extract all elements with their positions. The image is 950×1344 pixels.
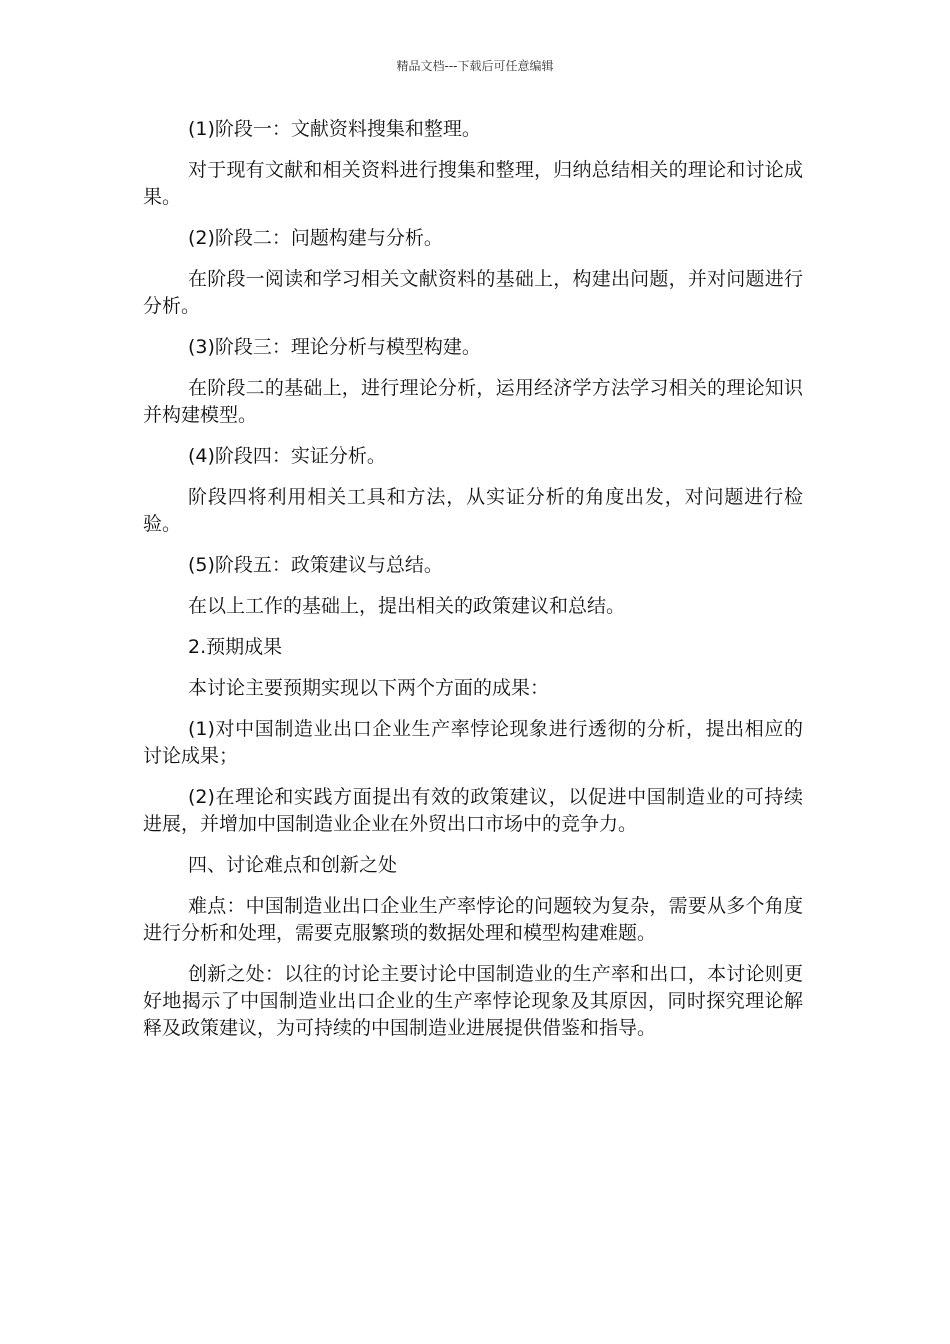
stage-3-heading: (3)阶段三：理论分析与模型构建。 <box>188 336 481 358</box>
expected-result-2: (2)在理论和实践方面提出有效的政策建议，以促进中国制造业的可持续进展，并增加中国制造业企业在外贸出口市场中的竞争力。 <box>143 786 803 835</box>
document-body <box>143 116 803 1056</box>
stage-5-heading: (5)阶段五：政策建议与总结。 <box>188 554 443 576</box>
difficulty-paragraph: 难点：中国制造业出口企业生产率悖论的问题较为复杂，需要从多个角度进行分析和处理，需要克服繁琐的数据处理和模型构建难题。 <box>143 895 803 944</box>
innovation-paragraph: 创新之处：以往的讨论主要讨论中国制造业的生产率和出口，本讨论则更好地揭示了中国制造业出口企业的生产率悖论现象及其原因，同时探究理论解释及政策建议，为可持续的中国制造业进展提供借鉴和指导。 <box>143 963 803 1039</box>
stage-3-description: 在阶段二的基础上，进行理论分析，运用经济学方法学习相关的理论知识并构建模型。 <box>143 377 803 426</box>
expected-results-heading: 2.预期成果 <box>188 636 283 658</box>
section-four-heading: 四、讨论难点和创新之处 <box>188 854 398 876</box>
stage-4-heading: (4)阶段四：实证分析。 <box>188 445 386 467</box>
expected-results-intro: 本讨论主要预期实现以下两个方面的成果： <box>188 677 550 699</box>
stage-2-heading: (2)阶段二：问题构建与分析。 <box>188 227 443 249</box>
stage-4-description: 阶段四将利用相关工具和方法，从实证分析的角度出发，对问题进行检验。 <box>143 486 803 535</box>
stage-2-description: 在阶段一阅读和学习相关文献资料的基础上，构建出问题，并对问题进行分析。 <box>143 268 803 317</box>
page-header: 精品文档---下载后可任意编辑 <box>396 59 554 73</box>
expected-result-1: (1)对中国制造业出口企业生产率悖论现象进行透彻的分析，提出相应的讨论成果； <box>143 718 803 767</box>
stage-1-heading: (1)阶段一：文献资料搜集和整理。 <box>188 118 481 140</box>
stage-5-description: 在以上工作的基础上，提出相关的政策建议和总结。 <box>188 595 626 617</box>
stage-1-description: 对于现有文献和相关资料进行搜集和整理，归纳总结相关的理论和讨论成果。 <box>143 159 803 208</box>
